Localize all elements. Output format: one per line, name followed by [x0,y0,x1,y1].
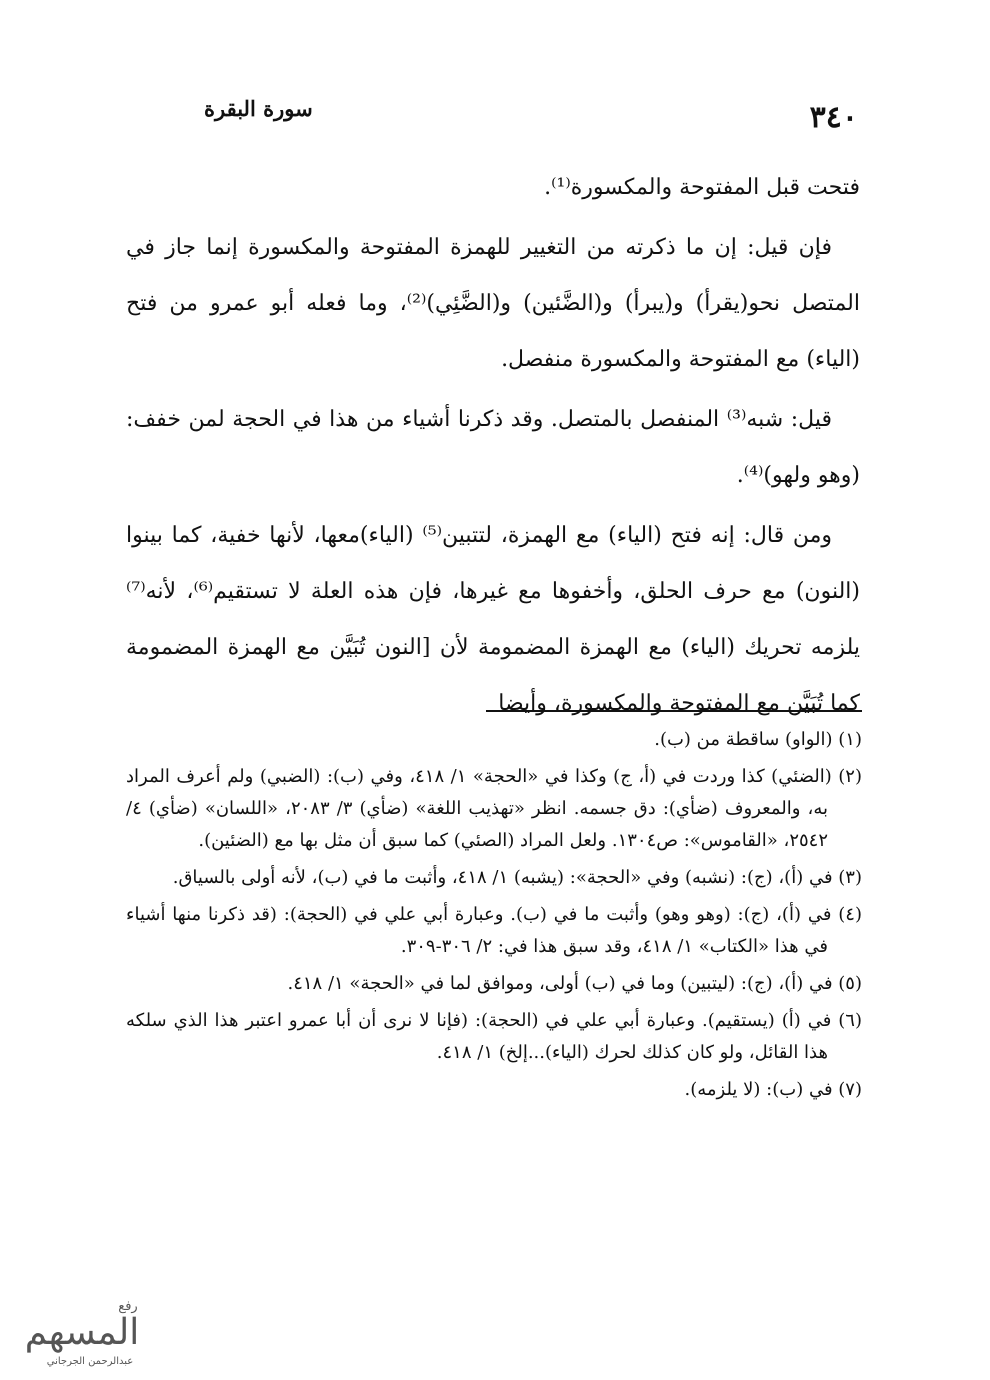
watermark-superscript: رفع [118,1299,138,1314]
footnote-divider [486,710,862,712]
paragraph-3: قيل: شبه⁽³⁾ المنفصل بالمتصل. وقد ذكرنا أشياء من هذا في الحجة لمن خفف: (وهو ولهو)⁽⁴⁾. [126,407,860,488]
running-title: سورة البقرة [204,96,313,121]
watermark-subtitle: عبدالرحمن الجرجاني [46,1356,134,1367]
footnotes [126,724,862,1111]
footnote-2: (٢) (الضئي) كذا وردت في (أ، ج) وكذا في «الحجة» ١/ ٤١٨، وفي (ب): (الضبي) ولم أعرف المراد به، والمعروف (ضأي): دق جسمه. انظر «تهذيب اللغة» (ضأي) ٣/ ٢٠٨٣، «اللسان» (ضأي) ٤/ ٢٥٤٢، «القاموس»: ص١٣٠٤. ولعل المراد (الصئي) كما سبق أن مثل بها مع (الضئين). [126,766,862,851]
watermark-main: المسهم [24,1312,140,1353]
footnote-4: (٤) في (أ)، (ج): (وهو وهو) وأثبت ما في (ب). وعبارة أبي علي في (الحجة): (قد ذكرنا منها أشياء في هذا «الكتاب» ١/ ٤١٨، وقد سبق هذا في: ٢/ ٣٠٦-٣٠٩. [126,904,862,957]
paragraph-2: فإن قيل: إن ما ذكرته من التغيير للهمزة المفتوحة والمكسورة إنما جاز في المتصل نحو(يقرأ) و(يبرأ) و(الضَّئين) و(الضَّئِي)⁽²⁾، وما فعله أبو عمرو من فتح (الياء) مع المفتوحة والمكسورة منفصل. [126,235,860,372]
page-header [120,92,870,138]
footnote-3: (٣) في (أ)، (ج): (نشبه) وفي «الحجة»: (يشبه) ١/ ٤١٨، وأثبت ما في (ب)، لأنه أولى بالسياق. [172,867,862,888]
page-number: ٣٤٠ [809,100,858,135]
watermark-logo [10,1292,160,1372]
paragraph-4: ومن قال: إنه فتح (الياء) مع الهمزة، لتتبين⁽⁵⁾ (الياء)معها، لأنها خفية، كما بينوا (النون) مع حرف الحلق، وأخفوها مع غيرها، فإن هذه العلة لا تستقيم⁽⁶⁾، لأنه⁽⁷⁾ يلزمه تحريك (الياء) مع الهمزة المضمومة لأن [النون تُبَيَّن مع الهمزة المضمومة كما تُبَيَّن مع المفتوحة والمكسورة، وأيضا [126,523,860,716]
footnote-7: (٧) في (ب): (لا يلزمه). [684,1079,862,1100]
main-text [126,160,860,732]
footnote-1: (١) (الواو) ساقطة من (ب). [654,729,862,750]
paragraph-1: فتحت قبل المفتوحة والمكسورة⁽¹⁾. [544,175,860,200]
footnote-6: (٦) في (أ) (يستقيم). وعبارة أبي علي في (الحجة): (فإنا لا نرى أن أبا عمرو اعتبر هذا الذي سلكه هذا القائل، ولو كان كذلك لحرك (الياء)...إلخ) ١/ ٤١٨. [126,1010,862,1063]
footnote-5: (٥) في (أ)، (ج): (ليتبين) وما في (ب) أولى، وموافق لما في «الحجة» ١/ ٤١٨. [287,973,862,994]
